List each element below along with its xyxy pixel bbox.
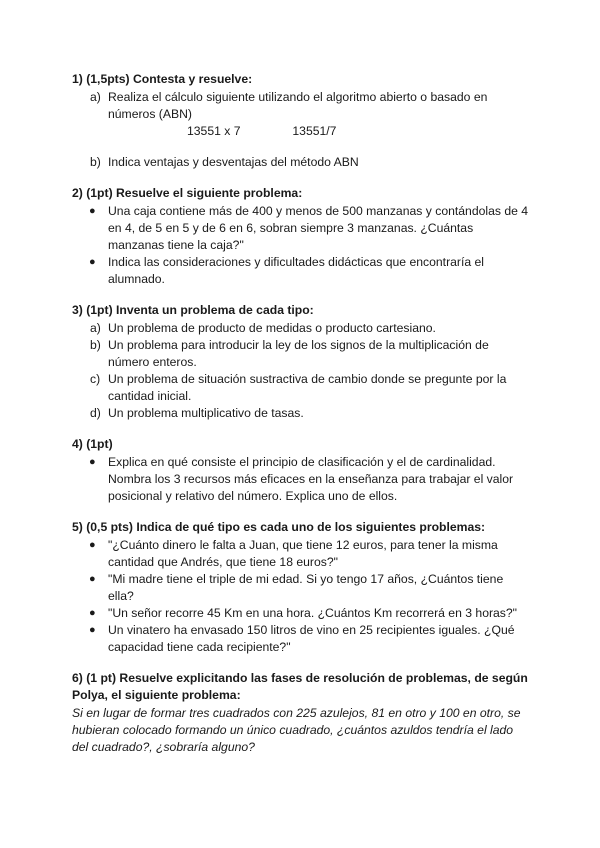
list-item-text: Un problema de situación sustractiva de cambio donde se pregunte por la cantidad inicial. <box>108 372 507 403</box>
list-item <box>72 605 532 622</box>
question-6 <box>72 670 532 756</box>
question-1 <box>72 71 532 171</box>
bullet-icon: ● <box>89 624 96 636</box>
question-5-heading: 5) (0,5 pts) Indica de qué tipo es cada uno de los siguientes problemas: <box>72 520 486 534</box>
list-item <box>72 622 532 656</box>
list-marker: b) <box>90 155 101 169</box>
list-item <box>72 203 532 254</box>
list-item-text: Un problema para introducir la ley de los signos de la multiplicación de número enteros. <box>108 338 489 369</box>
list-item-text: Indica las consideraciones y dificultades didácticas que encontraría el alumnado. <box>108 255 484 286</box>
list-item <box>72 371 532 405</box>
list-item <box>72 571 532 605</box>
list-item-text: Un problema multiplicativo de tasas. <box>108 406 304 420</box>
list-item <box>72 537 532 571</box>
list-marker: d) <box>90 406 101 420</box>
question-6-heading: 6) (1 pt) Resuelve explicitando las fases de resolución de problemas, de según Polya, el siguiente problema: <box>72 671 528 702</box>
bullet-icon: ● <box>89 205 96 217</box>
list-marker: a) <box>90 321 101 335</box>
list-item-text: Un vinatero ha envasado 150 litros de vino en 25 recipientes iguales. ¿Qué capacidad tiene cada recipiente?" <box>108 623 515 654</box>
question-2 <box>72 185 532 288</box>
list-item-text: Una caja contiene más de 400 y menos de 500 manzanas y contándolas de 4 en 4, de 5 en 5 y de 6 en 6, sobran siempre 3 manzanas. ¿Cuántas manzanas tiene la caja?" <box>108 204 529 252</box>
question-3-heading: 3) (1pt) Inventa un problema de cada tipo: <box>72 303 314 317</box>
calculation-division: 13551/7 <box>292 124 337 138</box>
list-item-text: Realiza el cálculo siguiente utilizando el algoritmo abierto o basado en números (ABN) <box>108 90 488 121</box>
list-item-text: "Mi madre tiene el triple de mi edad. Si yo tengo 17 años, ¿Cuántos tiene ella? <box>108 572 504 603</box>
bullet-icon: ● <box>89 456 96 468</box>
list-item-text: Explica en qué consiste el principio de clasificación y el de cardinalidad. Nombra los 3 recursos más eficaces en la enseñanza para trabajar el valor posicional y relativo del número. Explica uno de ellos. <box>108 455 514 503</box>
list-item-text: "Un señor recorre 45 Km en una hora. ¿Cuántos Km recorrerá en 3 horas?" <box>108 606 518 620</box>
question-3 <box>72 302 532 422</box>
bullet-icon: ● <box>89 607 96 619</box>
question-2-heading: 2) (1pt) Resuelve el siguiente problema: <box>72 186 303 200</box>
calculation-multiplication: 13551 x 7 <box>187 124 241 138</box>
list-item <box>72 320 532 337</box>
question-5 <box>72 519 532 656</box>
bullet-icon: ● <box>89 256 96 268</box>
list-item-text: "¿Cuánto dinero le falta a Juan, que tiene 12 euros, para tener la misma cantidad que Andrés, que tiene 18 euros?" <box>108 538 498 569</box>
bullet-icon: ● <box>89 573 96 585</box>
calculation-line <box>72 123 532 140</box>
exam-content <box>72 71 532 770</box>
list-item <box>72 337 532 371</box>
bullet-icon: ● <box>89 539 96 551</box>
list-item-text: Indica ventajas y desventajas del método ABN <box>108 155 359 169</box>
list-item <box>72 89 532 123</box>
list-marker: c) <box>90 372 101 386</box>
list-item <box>72 405 532 422</box>
list-item <box>72 454 532 505</box>
list-item <box>72 154 532 171</box>
list-marker: a) <box>90 90 101 104</box>
list-item-text: Un problema de producto de medidas o producto cartesiano. <box>108 321 436 335</box>
problem-statement: Si en lugar de formar tres cuadrados con 225 azulejos, 81 en otro y 100 en otro, se hubieran colocado formando un único cuadrado, ¿cuántos azuldos tendría el lado del cuadrado?, ¿sobraría alguno? <box>72 706 521 754</box>
list-marker: b) <box>90 338 101 352</box>
question-4-heading: 4) (1pt) <box>72 437 113 451</box>
question-1-heading: 1) (1,5pts) Contesta y resuelve: <box>72 72 253 86</box>
question-4 <box>72 436 532 505</box>
list-item <box>72 254 532 288</box>
